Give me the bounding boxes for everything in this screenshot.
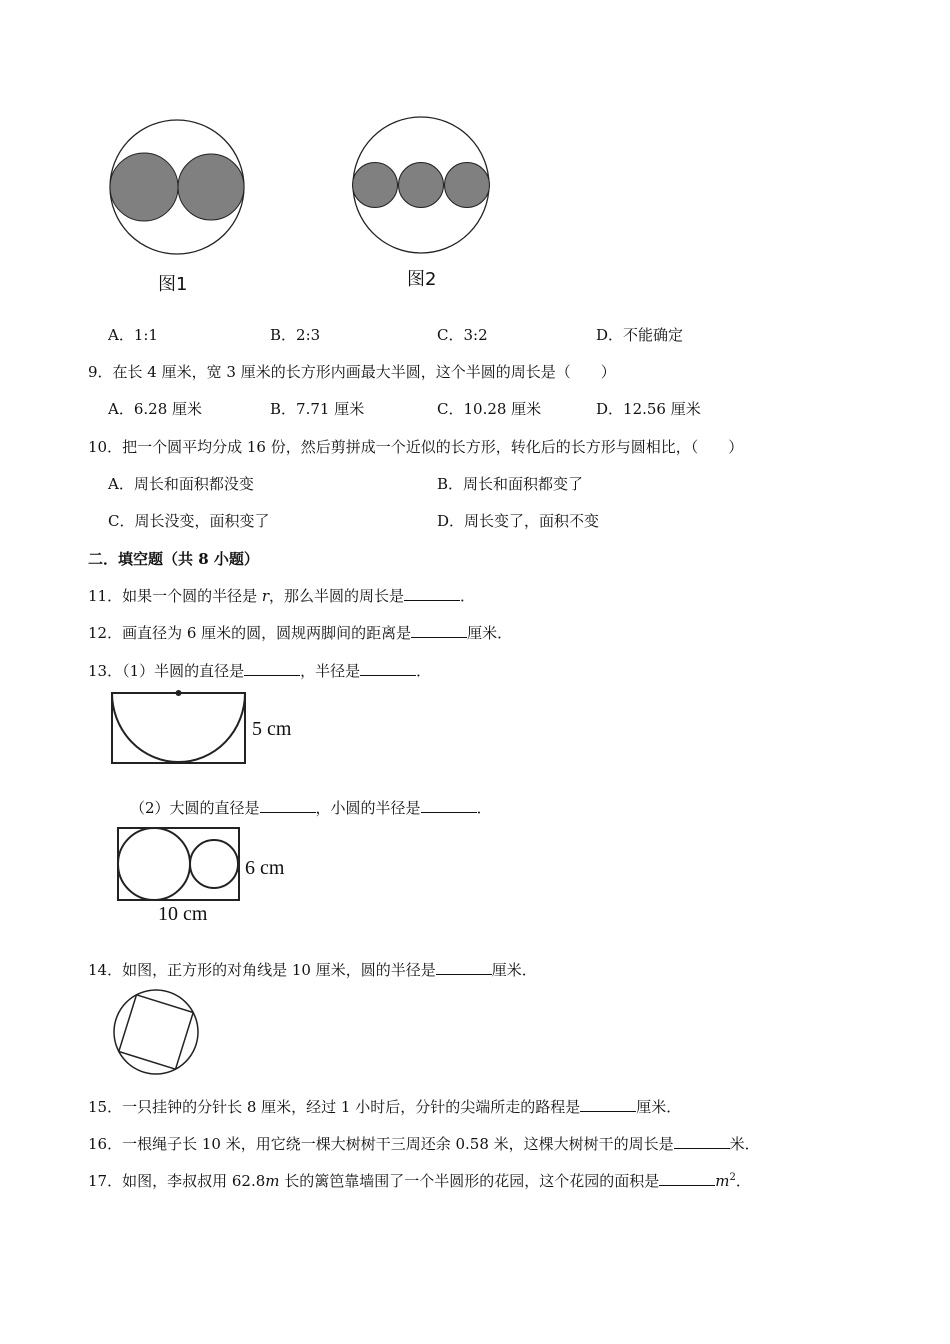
- q13-figure-1-center-dot: [176, 690, 182, 696]
- q12: [88, 622, 512, 643]
- figure-2-left-shaded-circle: [353, 163, 398, 208]
- q13-figure-2-bottom-label: 10 cm: [158, 903, 208, 925]
- q10-option-a: A．周长和面积都没变: [108, 475, 254, 493]
- q9-option-a: A．6.28 厘米: [108, 400, 202, 418]
- q9-option-d: D．12.56 厘米: [596, 400, 701, 418]
- q13-part1-text-middle: ，半径是: [300, 662, 361, 680]
- q11-text-before: 11．如果一个圆的半径是: [88, 587, 262, 605]
- q10-option-b: B．周长和面积都变了: [437, 475, 584, 493]
- q13-part2-blank-radius[interactable]: [421, 798, 477, 813]
- q9-option-c: C．10.28 厘米: [437, 400, 542, 418]
- q14-figure: [112, 988, 202, 1078]
- q13-part2-text-after: ．: [476, 799, 492, 817]
- q13-part2-text-middle: ，小圆的半径是: [315, 799, 421, 817]
- figure-2-label: 图2: [407, 269, 437, 290]
- q11-text-middle: ，那么半圆的周长是: [269, 587, 405, 605]
- q17-answer-blank[interactable]: [659, 1171, 715, 1186]
- figure-1-right-shaded-circle: [178, 154, 244, 220]
- q11-text-after: ．: [460, 587, 476, 605]
- q13-part1-text-after: ．: [416, 662, 432, 680]
- q9-option-b: B．7.71 厘米: [270, 400, 365, 418]
- q13-part2-blank-diameter[interactable]: [260, 798, 316, 813]
- q15-text-after: 厘米．: [636, 1098, 682, 1116]
- q12-text-before: 12．画直径为 6 厘米的圆，圆规两脚间的距离是: [88, 624, 412, 642]
- figure-1-label: 图1: [158, 274, 188, 295]
- q14-text-after: 厘米．: [491, 961, 537, 979]
- q16-text-before: 16．一根绳子长 10 米，用它绕一棵大树树干三周还余 0.58 米，这棵大树树干的周长是: [88, 1135, 674, 1153]
- q16: [88, 1133, 760, 1154]
- q17-unit-exponent: 2: [729, 1172, 736, 1183]
- q14-answer-blank[interactable]: [436, 960, 492, 975]
- q13-part1-blank-diameter[interactable]: [244, 661, 300, 676]
- q9-stem: 9．在长 4 厘米，宽 3 厘米的长方形内画最大半圆，这个半圆的周长是（ ）: [88, 363, 616, 381]
- q15: [88, 1096, 681, 1117]
- q13-figure-2-big-circle: [118, 828, 190, 900]
- q13-part1: [88, 660, 431, 681]
- q8-option-d: D．不能确定: [596, 326, 684, 344]
- q10-option-c: C．周长没变，面积变了: [108, 512, 270, 530]
- q13-figure-2: [116, 826, 242, 904]
- q17-text-middle: 长的篱笆靠墙围了一个半圆形的花园，这个花园的面积是: [279, 1172, 660, 1190]
- q14-text-before: 14．如图，正方形的对角线是 10 厘米，圆的半径是: [88, 961, 436, 979]
- q13-figure-2-side-label: 6 cm: [245, 857, 285, 879]
- q10-stem: 10．把一个圆平均分成 16 份，然后剪拼成一个近似的长方形，转化后的长方形与圆相比，（ ）: [88, 438, 744, 456]
- q13-figure-1-semicircle: [112, 693, 245, 762]
- q10-option-d: D．周长变了，面积不变: [437, 512, 600, 530]
- q11-answer-blank[interactable]: [404, 586, 460, 601]
- q17: [88, 1170, 751, 1191]
- q17-text-after: ．: [735, 1172, 751, 1190]
- q8-option-c: C．3:2: [437, 326, 488, 344]
- q8-option-b: B．2:3: [270, 326, 321, 344]
- q8-option-a: A．1:1: [108, 326, 158, 344]
- q13-figure-1-rectangle: [112, 693, 245, 763]
- q15-answer-blank[interactable]: [580, 1097, 636, 1112]
- q13-part1-text-before: 13．（1）半圆的直径是: [88, 662, 245, 680]
- q14: [88, 959, 537, 980]
- q13-part1-blank-radius[interactable]: [360, 661, 416, 676]
- q14-figure-circle: [114, 990, 198, 1074]
- q17-text-before: 17．如图，李叔叔用 62.8: [88, 1172, 266, 1190]
- figure-2-middle-shaded-circle: [399, 163, 444, 208]
- q16-text-after: 米．: [729, 1135, 760, 1153]
- figure-2-right-shaded-circle: [445, 163, 490, 208]
- figure-1-left-shaded-circle: [110, 153, 178, 221]
- q12-answer-blank[interactable]: [411, 623, 467, 638]
- figure-2: [352, 116, 492, 256]
- section-2-title: 二．填空题（共 8 小题）: [88, 550, 259, 568]
- q11: [88, 585, 475, 606]
- q14-figure-square: [119, 995, 193, 1069]
- q11-var-r: r: [261, 587, 270, 605]
- q13-part2-text-before: （2）大圆的直径是: [130, 799, 260, 817]
- q13-part2: [130, 797, 492, 818]
- q13-figure-1-label: 5 cm: [252, 718, 292, 740]
- q16-answer-blank[interactable]: [674, 1134, 730, 1149]
- q12-text-after: 厘米．: [467, 624, 513, 642]
- figure-1: [108, 118, 248, 258]
- q15-text-before: 15．一只挂钟的分针长 8 厘米，经过 1 小时后，分针的尖端所走的路程是: [88, 1098, 581, 1116]
- q17-unit-m: m: [265, 1172, 280, 1190]
- q13-figure-2-small-circle: [190, 840, 238, 888]
- q13-figure-1: [110, 690, 250, 768]
- q17-unit-m-squared: m: [715, 1172, 730, 1190]
